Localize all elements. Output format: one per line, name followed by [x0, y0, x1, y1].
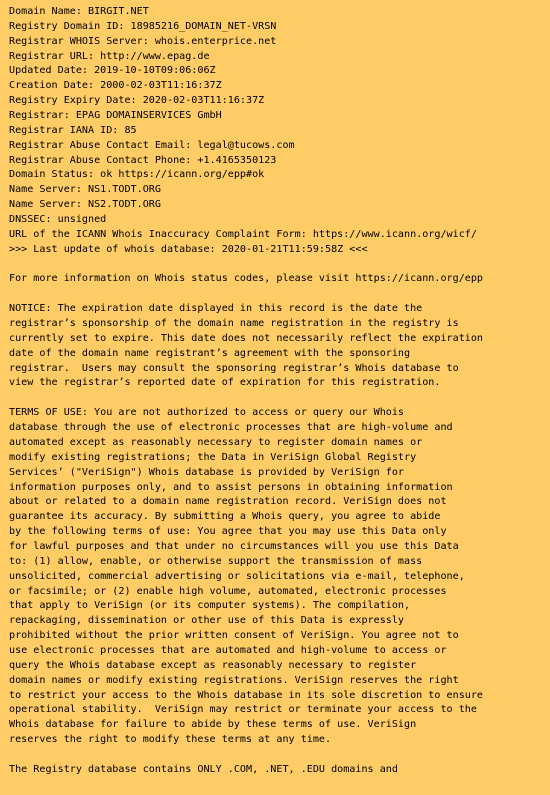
whois-line: about or related to a domain name registration record. VeriSign does not [9, 496, 447, 508]
whois-line: prohibited without the prior written consent of VeriSign. You agree not to [9, 630, 459, 642]
whois-line: by the following terms of use: You agree that you may use this Data only [9, 526, 447, 538]
whois-line: guarantee its accuracy. By submitting a Whois query, you agree to abide [9, 511, 441, 523]
whois-line: Domain Status: ok https://icann.org/epp#ok [9, 169, 265, 181]
whois-line: operational stability. VeriSign may restrict or terminate your access to the [9, 704, 477, 716]
whois-line: Registry Domain ID: 18985216_DOMAIN_NET-VRSN [9, 20, 277, 32]
whois-line: Creation Date: 2000-02-03T11:16:37Z [9, 80, 222, 92]
whois-line: automated except as reasonably necessary to register domain names or [9, 436, 423, 448]
whois-record-text [9, 5, 544, 778]
whois-line: Domain Name: BIRGIT.NET [9, 6, 149, 17]
whois-line: to: (1) allow, enable, or otherwise support the transmission of mass [9, 555, 423, 567]
whois-line: Updated Date: 2019-10-10T09:06:06Z [9, 65, 216, 77]
whois-line: use electronic processes that are automated and high-volume to access or [9, 644, 447, 656]
whois-line: modify existing registrations; the Data in VeriSign Global Registry [9, 451, 417, 463]
whois-line: Whois database for failure to abide by these terms of use. VeriSign [9, 719, 417, 731]
blank-line [9, 258, 544, 273]
whois-line: Registrar WHOIS Server: whois.enterprice.net [9, 35, 277, 47]
whois-line: Registrar IANA ID: 85 [9, 124, 137, 136]
whois-line: NOTICE: The expiration date displayed in this record is the date the [9, 303, 423, 315]
whois-line: database through the use of electronic processes that are high-volume and [9, 422, 453, 434]
whois-line: or facsimile; or (2) enable high volume, automated, electronic processes [9, 585, 447, 597]
whois-line: information purposes only, and to assist persons in obtaining information [9, 481, 453, 493]
whois-line: Services’ ("VeriSign") Whois database is provided by VeriSign for [9, 466, 405, 478]
whois-line: Name Server: NS1.TODT.ORG [9, 184, 161, 196]
whois-line: registrar. Users may consult the sponsoring registrar’s Whois database to [9, 362, 459, 374]
whois-line: unsolicited, commercial advertising or solicitations via e-mail, telephone, [9, 570, 465, 582]
whois-line: repackaging, dissemination or other use of this Data is expressly [9, 615, 405, 627]
blank-line [9, 391, 544, 406]
whois-line: DNSSEC: unsigned [9, 214, 107, 226]
whois-line: view the registrar’s reported date of expiration for this registration. [9, 377, 441, 389]
whois-line: Registrar: EPAG DOMAINSERVICES GmbH [9, 110, 222, 122]
whois-line: URL of the ICANN Whois Inaccuracy Complaint Form: https://www.icann.org/wicf/ [9, 228, 477, 240]
whois-line: For more information on Whois status codes, please visit https://icann.org/epp [9, 273, 484, 285]
blank-line [9, 748, 544, 763]
whois-line: TERMS OF USE: You are not authorized to access or query our Whois [9, 407, 405, 419]
whois-line: >>> Last update of whois database: 2020-01-21T11:59:58Z <<< [9, 243, 368, 255]
whois-line: that apply to VeriSign (or its computer systems). The compilation, [9, 600, 411, 612]
whois-line: The Registry database contains ONLY .COM, .NET, .EDU domains and [9, 763, 398, 775]
whois-line: Registry Expiry Date: 2020-02-03T11:16:37Z [9, 95, 265, 107]
whois-line: reserves the right to modify these terms at any time. [9, 734, 332, 746]
whois-line: domain names or modify existing registrations. VeriSign reserves the right [9, 674, 459, 686]
blank-line [9, 287, 544, 302]
whois-line: Registrar Abuse Contact Phone: +1.4165350123 [9, 154, 277, 166]
whois-line: Registrar Abuse Contact Email: legal@tucows.com [9, 139, 295, 151]
whois-line: for lawful purposes and that under no circumstances will you use this Data [9, 540, 459, 552]
whois-line: registrar’s sponsorship of the domain name registration in the registry is [9, 318, 459, 330]
whois-line: currently set to expire. This date does not necessarily reflect the expiration [9, 332, 484, 344]
whois-line: Registrar URL: http://www.epag.de [9, 50, 210, 62]
whois-line: to restrict your access to the Whois database in its sole discretion to ensure [9, 689, 484, 701]
whois-line: Name Server: NS2.TODT.ORG [9, 199, 161, 211]
whois-line: query the Whois database except as reasonably necessary to register [9, 659, 417, 671]
whois-line: date of the domain name registrant’s agreement with the sponsoring [9, 347, 411, 359]
